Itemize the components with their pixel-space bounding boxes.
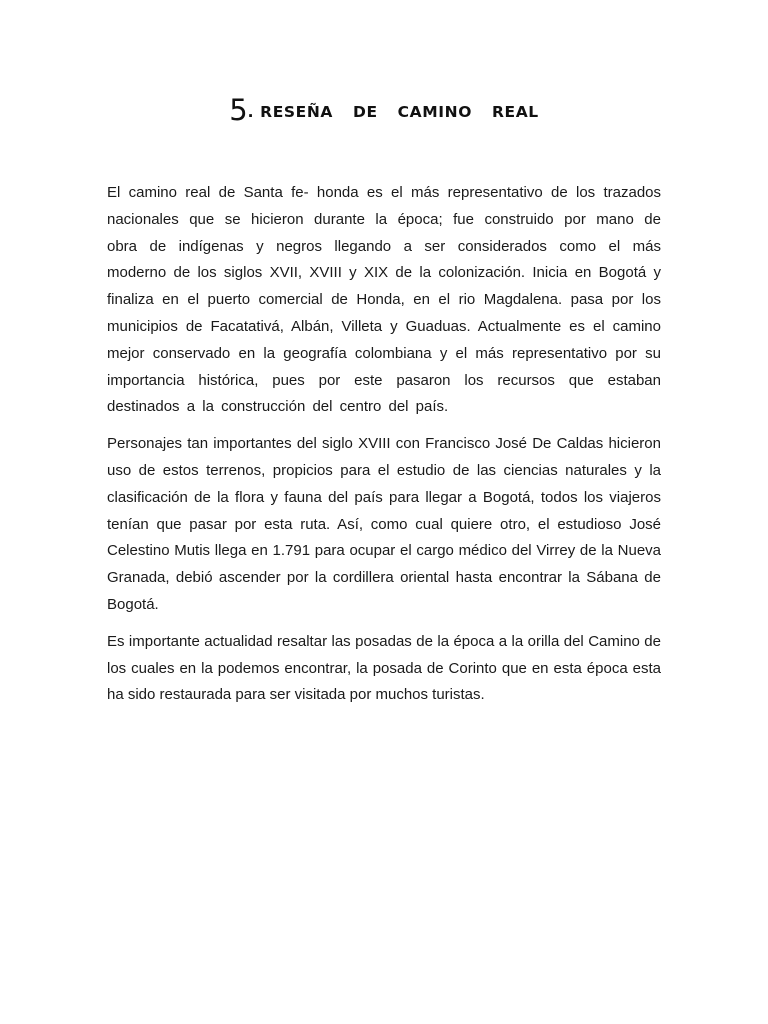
title-word-camino: CAMINO [397, 103, 472, 121]
section-number-punct: . [247, 103, 255, 121]
section-title [107, 94, 661, 128]
title-word-de: DE [353, 103, 378, 121]
paragraph-posadas: Es importante actualidad resaltar las posadas de la época a la orilla del Camino de los cuales en la podemos encontrar, la posada de Corinto que en esta época esta ha sido restaurada para ser visitada por muchos turistas. [107, 632, 661, 704]
title-word-resena: RESEÑA [260, 103, 334, 121]
section-number: 5 [229, 93, 248, 127]
title-word-real: REAL [491, 103, 539, 121]
paragraph-personajes: Personajes tan importantes del siglo XVIII con Francisco José De Caldas hicieron uso de estos terrenos, propicios para el estudio de las ciencias naturales y la clasificación de la flora y fauna del país para llegar a Bogotá, todos los viajeros tenían que pasar por esta ruta. Así, como cual quiere otro, el estudioso José Celestino Mutis llega en 1.791 para ocupar el cargo médico del Virrey de la Nueva Granada, debió ascender por la cordillera oriental hasta encontrar la Sábana de Bogotá. [107, 435, 661, 613]
paragraph-camino-real-intro: El camino real de Santa fe- honda es el más representativo de los trazados nacionales que se hicieron durante la época; fue construido por mano de obra de indígenas y negros llegando a ser considerados como el más moderno de los siglos XVII, XVIII y XIX de la colonización. Inicia en Bogotá y finaliza en el puerto comercial de Honda, en el rio Magdalena. pasa por los municipios de Facatativá, Albán, Villeta y Guaduas. Actualmente es el camino mejor conservado en la geografía colombiana y el más representativo por su importancia histórica, pues por este pasaron los recursos que estaban destinados a la construcción del centro del país. [107, 184, 661, 416]
document-body [107, 180, 661, 709]
